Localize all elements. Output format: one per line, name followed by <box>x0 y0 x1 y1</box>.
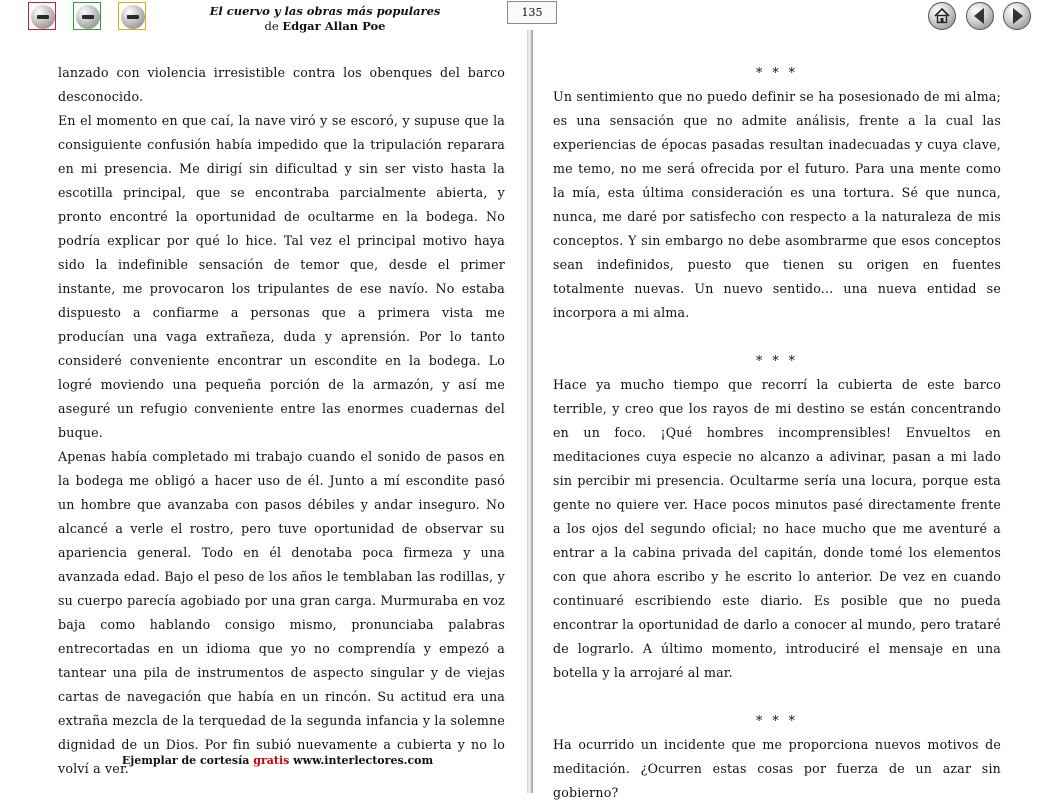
section-separator: * * * <box>756 713 798 728</box>
paragraph: lanzado con violencia irresistible contra los obenques del barco desconocido. <box>58 65 505 104</box>
footer-gratis: gratis <box>253 754 290 767</box>
home-icon <box>929 3 955 29</box>
arrow-left-icon <box>967 3 993 29</box>
minimize-button-yellow[interactable] <box>118 2 146 30</box>
paragraph: Hace ya mucho tiempo que recorrí la cubierta de este barco terrible, y creo que los rayos de mi destino se están concentrando en un foco. ¡Qué hombres incomprensibles! Envueltos en meditaciones cuya especie no alcanzo a adivinar, pasan a mi lado sin percibir mi presencia. Ocultarme sería una locura, porque esta gente no quiere ver. Hace pocos minutos pasé directamente frente a los ojos del segundo oficial; no hace mucho que me aventuré a entrar a la cabina privada del capitán, donde tomé los elementos con que ahora escribo y he escrito lo anterior. De vez en cuando continuaré escribiendo este diario. Es posible que no pueda encontrar la oportunidad de darlo a conocer al mundo, pero trataré de lograrlo. A último momento, introduciré el mensaje en una botella y la arrojaré al mar. <box>553 377 1001 680</box>
home-button[interactable] <box>928 2 956 30</box>
paragraph: Apenas había completado mi trabajo cuando el sonido de pasos en la bodega me obligó a hacer uso de él. Junto a mí escondite pasó un hombre que avanzaba con pasos débiles y andar inseguro. No alcancé a verle el rostro, pero tuve oportunidad de observar su apariencia general. Todo en él denotaba poca firmeza y una avanzada edad. Bajo el peso de los años le temblaban las rodillas, y su cuerpo parecía agobiado por una gran carga. Murmuraba en voz baja como hablando consigo mismo, pronunciaba palabras entrecortadas en un idioma que yo no comprendía y empezó a tantear una pila de instrumentos de aspecto singular y de viejas cartas de navegación que había en un rincón. Su actitud era una extraña mezcla de la terquedad de la segunda infancia y la solemne dignidad de un Dios. Por fin subió nuevamente a cubierta y no lo volví a ver. <box>58 449 505 776</box>
minus-glyph <box>37 15 49 19</box>
blank-line <box>553 685 1001 709</box>
paragraph: En el momento en que caí, la nave viró y se escoró, y supuse que la consiguiente confusión había impedido que la tripulación reparara en mi presencia. Me dirigí sin dificultad y sin ser visto hasta la escotilla principal, que se encontraba parcialmente abierta, y pronto encontré la oportunidad de ocultarme en la bodega. No podría explicar por qué lo hice. Tal vez el principal motivo haya sido la indefinible sensación de temor que, desde el primer instante, me provocaron los tripulantes de ese navío. No estaba dispuesto a confiarme a personas que a primera vista me producían una vaga extrañeza, duda y aprensión. Por lo tanto consideré conveniente encontrar un escondite en la bodega. Lo logré moviendo una pequeña porción de la armazón, y así me aseguré un refugio conveniente entre las enormes cuadernas del buque. <box>58 113 505 440</box>
book-header <box>200 4 450 34</box>
footer <box>100 754 455 767</box>
right-column <box>553 61 1001 805</box>
section-separator: * * * <box>756 65 798 80</box>
page-divider <box>527 30 533 793</box>
book-byline <box>200 19 450 34</box>
blank-line <box>553 325 1001 349</box>
left-column <box>58 61 505 781</box>
page-number: 135 <box>507 1 557 24</box>
next-page-button[interactable] <box>1003 2 1031 30</box>
arrow-right-icon <box>1004 3 1030 29</box>
minus-glyph <box>82 15 94 19</box>
book-author: Edgar Allan Poe <box>282 19 386 33</box>
prev-page-button[interactable] <box>966 2 994 30</box>
book-title: El cuervo y las obras más populares <box>209 4 441 18</box>
section-separator: * * * <box>756 353 798 368</box>
paragraph: Un sentimiento que no puedo definir se ha posesionado de mi alma; es una sensación que no admite análisis, frente a la cual las experiencias de épocas pasadas resultan inadecuadas y cuya clave, me temo, no me será ofrecida por el futuro. Para una mente como la mía, esta última consideración es una tortura. Sé que nunca, nunca, me daré por satisfecho con respecto a la naturaleza de mis conceptos. Y sin embargo no debe asombrarme que esos conceptos sean indefinidos, puesto que tienen su origen en fuentes totalmente nuevas. Un nuevo sentido... una nueva entidad se incorpora a mi alma. <box>553 89 1001 320</box>
paragraph: Ha ocurrido un incidente que me proporciona nuevos motivos de meditación. ¿Ocurren estas cosas por fuerza de un azar sin gobierno? <box>553 737 1001 800</box>
footer-site-link[interactable]: www.interlectores.com <box>293 754 434 767</box>
minus-glyph <box>127 15 139 19</box>
minimize-button-green[interactable] <box>73 2 101 30</box>
byline-prefix: de <box>264 19 279 33</box>
minimize-button-red[interactable] <box>28 2 56 30</box>
footer-prefix: Ejemplar de cortesía <box>121 754 250 767</box>
